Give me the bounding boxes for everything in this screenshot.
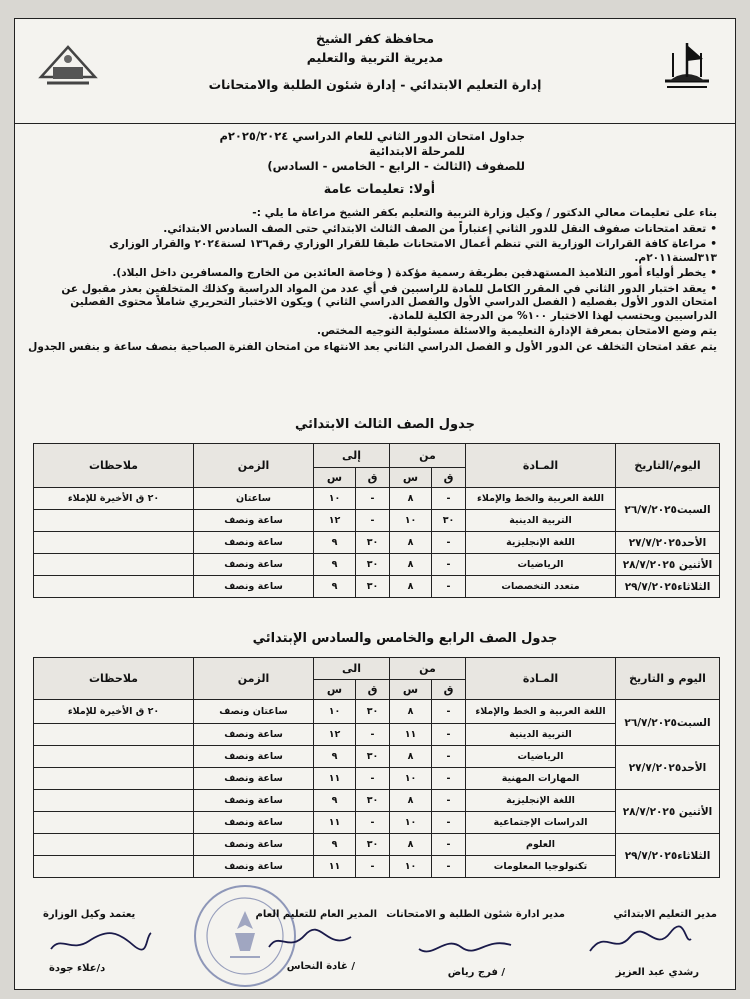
to-s-cell: ٩ bbox=[314, 834, 356, 856]
to-s-cell: ١٠ bbox=[314, 488, 356, 510]
notes-cell bbox=[34, 724, 194, 746]
col-duration: الزمن bbox=[194, 444, 314, 488]
duration-cell: ساعة ونصف bbox=[194, 856, 314, 878]
section-heading: أولا: تعليمات عامة bbox=[323, 181, 435, 196]
col-date: اليوم/التاريخ bbox=[616, 444, 720, 488]
subject-cell: اللغة العربية والخط والإملاء bbox=[466, 488, 616, 510]
from-s-cell: ٨ bbox=[390, 532, 432, 554]
handwritten-signature-icon bbox=[45, 925, 155, 959]
from-s-cell: ١١ bbox=[390, 724, 432, 746]
col-from: من bbox=[390, 658, 466, 680]
duration-cell: ساعة ونصف bbox=[194, 812, 314, 834]
duration-cell: ساعة ونصف bbox=[194, 532, 314, 554]
to-q-cell: - bbox=[356, 768, 390, 790]
from-q-cell: - bbox=[432, 768, 466, 790]
col-to-q: ق bbox=[356, 680, 390, 700]
table-row bbox=[34, 554, 720, 576]
instruction-item: • مراعاة كافة القرارات الوزارية التي تنظم أعمال الامتحانات طبقا للقرار الوزاري رقم١٣٦ لسنة٢٠٢٤ والقرار الوزارى ٣١٣لسنة٢٠١١م. bbox=[27, 238, 717, 265]
to-q-cell: ٣٠ bbox=[356, 532, 390, 554]
from-q-cell: - bbox=[432, 532, 466, 554]
col-subject: المـادة bbox=[466, 444, 616, 488]
department-name: إدارة التعليم الابتدائي - إدارة شئون الطلبة والامتحانات bbox=[208, 77, 542, 92]
instruction-item: • يخطر أولياء أمور التلاميذ المستهدفين بطريقة رسمية مؤكدة ( وخاصة العائدين من الخارج والمسافرين داخل البلاد). bbox=[27, 267, 717, 281]
notes-cell bbox=[34, 812, 194, 834]
signature-title: مدير ادارة شئون الطلبة و الامتحانات bbox=[386, 909, 565, 920]
instruction-item: يتم وضع الامتحان بمعرفة الإدارة التعليمية والاسئلة مسئولية التوجيه المختص. bbox=[316, 325, 717, 337]
document-title bbox=[219, 129, 525, 174]
col-to-s: س bbox=[314, 680, 356, 700]
signature-title: مدير التعليم الابتدائي bbox=[613, 909, 717, 920]
subject-cell: العلوم bbox=[466, 834, 616, 856]
handwritten-signature-icon bbox=[415, 929, 515, 961]
from-q-cell: - bbox=[432, 856, 466, 878]
signature-title: يعتمد وكيل الوزارة bbox=[43, 909, 136, 920]
duration-cell: ساعتان bbox=[194, 488, 314, 510]
letterhead bbox=[15, 19, 735, 123]
subject-cell: الرياضيات bbox=[466, 554, 616, 576]
governorate-emblem-icon bbox=[659, 37, 715, 93]
col-date: اليوم و التاريخ bbox=[616, 658, 720, 700]
duration-cell: ساعتان ونصف bbox=[194, 700, 314, 724]
table-row bbox=[34, 790, 720, 812]
handwritten-signature-icon bbox=[265, 925, 355, 957]
to-q-cell: ٣٠ bbox=[356, 700, 390, 724]
signatures bbox=[15, 901, 735, 990]
col-to: الى bbox=[314, 658, 390, 680]
subject-cell: اللغة العربية و الخط والإملاء bbox=[466, 700, 616, 724]
subject-cell: المهارات المهنية bbox=[466, 768, 616, 790]
governorate-name: محافظة كفر الشيخ bbox=[316, 31, 434, 46]
to-s-cell: ١١ bbox=[314, 812, 356, 834]
col-subject: المـادة bbox=[466, 658, 616, 700]
notes-cell bbox=[34, 834, 194, 856]
date-cell: الأحد٢٧/٧/٢٠٢٥ bbox=[616, 532, 720, 554]
title-line-2: للمرحلة الابتدائية bbox=[369, 144, 465, 158]
notes-cell bbox=[34, 856, 194, 878]
signature-title: المدير العام للتعليم العام bbox=[255, 909, 377, 920]
date-cell: السبت٢٦/٧/٢٠٢٥ bbox=[616, 488, 720, 532]
directorate-name: مديرية التربية والتعليم bbox=[306, 50, 444, 65]
from-q-cell: - bbox=[432, 700, 466, 724]
from-s-cell: ٨ bbox=[390, 554, 432, 576]
from-q-cell: - bbox=[432, 488, 466, 510]
col-from-q: ق bbox=[432, 680, 466, 700]
from-q-cell: ٣٠ bbox=[432, 510, 466, 532]
notes-cell: ٢٠ ق الأخيرة للإملاء bbox=[34, 700, 194, 724]
to-q-cell: ٣٠ bbox=[356, 746, 390, 768]
table1-title: جدول الصف الثالث الابتدائي bbox=[295, 417, 475, 432]
duration-cell: ساعة ونصف bbox=[194, 554, 314, 576]
handwritten-signature-icon bbox=[585, 925, 695, 961]
from-q-cell: - bbox=[432, 790, 466, 812]
subject-cell: الرياضيات bbox=[466, 746, 616, 768]
from-s-cell: ٨ bbox=[390, 834, 432, 856]
table-row bbox=[34, 532, 720, 554]
col-from-q: ق bbox=[432, 468, 466, 488]
date-cell: السبت٢٦/٧/٢٠٢٥ bbox=[616, 700, 720, 746]
date-cell: الأثنين ٢٨/٧/٢٠٢٥ bbox=[616, 790, 720, 834]
table-row bbox=[34, 576, 720, 598]
from-s-cell: ١٠ bbox=[390, 768, 432, 790]
notes-cell bbox=[34, 532, 194, 554]
notes-cell bbox=[34, 790, 194, 812]
grade3-schedule-table bbox=[33, 443, 720, 598]
col-to-s: س bbox=[314, 468, 356, 488]
col-from-s: س bbox=[390, 680, 432, 700]
directorate-logo-icon bbox=[33, 37, 103, 89]
to-s-cell: ١٢ bbox=[314, 510, 356, 532]
subject-cell: التربية الدينية bbox=[466, 724, 616, 746]
table-row bbox=[34, 746, 720, 768]
from-q-cell: - bbox=[432, 746, 466, 768]
signature-name: / غادة النحاس bbox=[286, 961, 355, 972]
duration-cell: ساعة ونصف bbox=[194, 576, 314, 598]
to-s-cell: ٩ bbox=[314, 790, 356, 812]
from-s-cell: ١٠ bbox=[390, 856, 432, 878]
to-s-cell: ١١ bbox=[314, 768, 356, 790]
notes-cell bbox=[34, 510, 194, 532]
subject-cell: متعدد التخصصات bbox=[466, 576, 616, 598]
table2-title: جدول الصف الرابع والخامس والسادس الإبتدائي bbox=[252, 631, 558, 646]
col-to-q: ق bbox=[356, 468, 390, 488]
duration-cell: ساعة ونصف bbox=[194, 834, 314, 856]
from-s-cell: ٨ bbox=[390, 576, 432, 598]
duration-cell: ساعة ونصف bbox=[194, 768, 314, 790]
to-q-cell: ٣٠ bbox=[356, 834, 390, 856]
notes-cell bbox=[34, 768, 194, 790]
duration-cell: ساعة ونصف bbox=[194, 746, 314, 768]
from-s-cell: ١٠ bbox=[390, 812, 432, 834]
to-s-cell: ١٢ bbox=[314, 724, 356, 746]
signature-name: رشدي عبد العزيز bbox=[615, 967, 699, 978]
instruction-intro: بناء على تعليمات معالي الدكتور / وكيل وزارة التربية والتعليم بكفر الشيخ مراعاة ما يلي :- bbox=[252, 207, 717, 219]
subject-cell: الدراسات الإجتماعية bbox=[466, 812, 616, 834]
notes-cell: ٢٠ ق الأخيرة للإملاء bbox=[34, 488, 194, 510]
to-s-cell: ٩ bbox=[314, 554, 356, 576]
col-from-s: س bbox=[390, 468, 432, 488]
instructions bbox=[27, 207, 717, 356]
to-s-cell: ١١ bbox=[314, 856, 356, 878]
col-to: إلى bbox=[314, 444, 390, 468]
from-s-cell: ٨ bbox=[390, 700, 432, 724]
col-duration: الزمن bbox=[194, 658, 314, 700]
title-line-1: جداول امتحان الدور الثاني للعام الدراسي ٢٠٢٥/٢٠٢٤م bbox=[219, 129, 525, 143]
header-divider bbox=[15, 123, 735, 124]
instruction-item: • يعقد اختبار الدور الثاني في المقرر الكامل للمادة للراسبين في أي عدد من المواد الدراسية وكذلك المتخلفين بعذر مقبول عن امتحان الدور الأول بفصليه ( الفصل الدراسي الأول والفصل الدراسي الثاني ) ويكون الاختبار التحريري شاملاً محتوى الفصلين الدراسيين ويحتسب لهذا الاختبار ١٠٠% من الدرجة الكلية للمادة. bbox=[27, 283, 717, 324]
col-notes: ملاحظات bbox=[34, 658, 194, 700]
from-s-cell: ٨ bbox=[390, 746, 432, 768]
signature-name: د/علاء جودة bbox=[49, 963, 106, 974]
from-s-cell: ٨ bbox=[390, 790, 432, 812]
subject-cell: التربية الدينية bbox=[466, 510, 616, 532]
subject-cell: اللغة الإنجليزية bbox=[466, 790, 616, 812]
notes-cell bbox=[34, 554, 194, 576]
to-q-cell: - bbox=[356, 856, 390, 878]
from-q-cell: - bbox=[432, 576, 466, 598]
date-cell: الأحد٢٧/٧/٢٠٢٥ bbox=[616, 746, 720, 790]
table-row bbox=[34, 834, 720, 856]
date-cell: الأثنين ٢٨/٧/٢٠٢٥ bbox=[616, 554, 720, 576]
subject-cell: تكنولوجيا المعلومات bbox=[466, 856, 616, 878]
from-q-cell: - bbox=[432, 554, 466, 576]
from-s-cell: ١٠ bbox=[390, 510, 432, 532]
notes-cell bbox=[34, 576, 194, 598]
to-q-cell: - bbox=[356, 812, 390, 834]
to-q-cell: - bbox=[356, 488, 390, 510]
title-line-3: للصفوف (الثالث - الرابع - الخامس - السادس) bbox=[267, 159, 525, 173]
table-row bbox=[34, 488, 720, 510]
from-q-cell: - bbox=[432, 812, 466, 834]
notes-cell bbox=[34, 746, 194, 768]
to-q-cell: ٣٠ bbox=[356, 554, 390, 576]
date-cell: الثلاثاء٢٩/٧/٢٠٢٥ bbox=[616, 834, 720, 878]
to-s-cell: ١٠ bbox=[314, 700, 356, 724]
instruction-item: يتم عقد امتحان التخلف عن الدور الأول و الفصل الدراسي الثاني بعد الانتهاء من امتحان الفترة الصباحية بنصف ساعة و بنفس الجدول bbox=[28, 340, 717, 353]
from-q-cell: - bbox=[432, 724, 466, 746]
col-notes: ملاحظات bbox=[34, 444, 194, 488]
instruction-item: • تعقد امتحانات صفوف النقل للدور الثاني إعتباراً من الصف الثالث الابتدائي حتى الصف السادس الابتدائي. bbox=[27, 223, 717, 237]
duration-cell: ساعة ونصف bbox=[194, 724, 314, 746]
to-q-cell: ٣٠ bbox=[356, 576, 390, 598]
to-q-cell: ٣٠ bbox=[356, 790, 390, 812]
date-cell: الثلاثاء٢٩/٧/٢٠٢٥ bbox=[616, 576, 720, 598]
grades4-6-schedule-table bbox=[33, 657, 720, 878]
duration-cell: ساعة ونصف bbox=[194, 790, 314, 812]
duration-cell: ساعة ونصف bbox=[194, 510, 314, 532]
from-s-cell: ٨ bbox=[390, 488, 432, 510]
to-s-cell: ٩ bbox=[314, 576, 356, 598]
to-q-cell: - bbox=[356, 510, 390, 532]
to-s-cell: ٩ bbox=[314, 746, 356, 768]
subject-cell: اللغة الإنجليزية bbox=[466, 532, 616, 554]
table-row bbox=[34, 700, 720, 724]
signature-name: / فرج رياض bbox=[447, 967, 505, 978]
document-page bbox=[14, 18, 736, 990]
to-s-cell: ٩ bbox=[314, 532, 356, 554]
from-q-cell: - bbox=[432, 834, 466, 856]
to-q-cell: - bbox=[356, 724, 390, 746]
col-from: من bbox=[390, 444, 466, 468]
